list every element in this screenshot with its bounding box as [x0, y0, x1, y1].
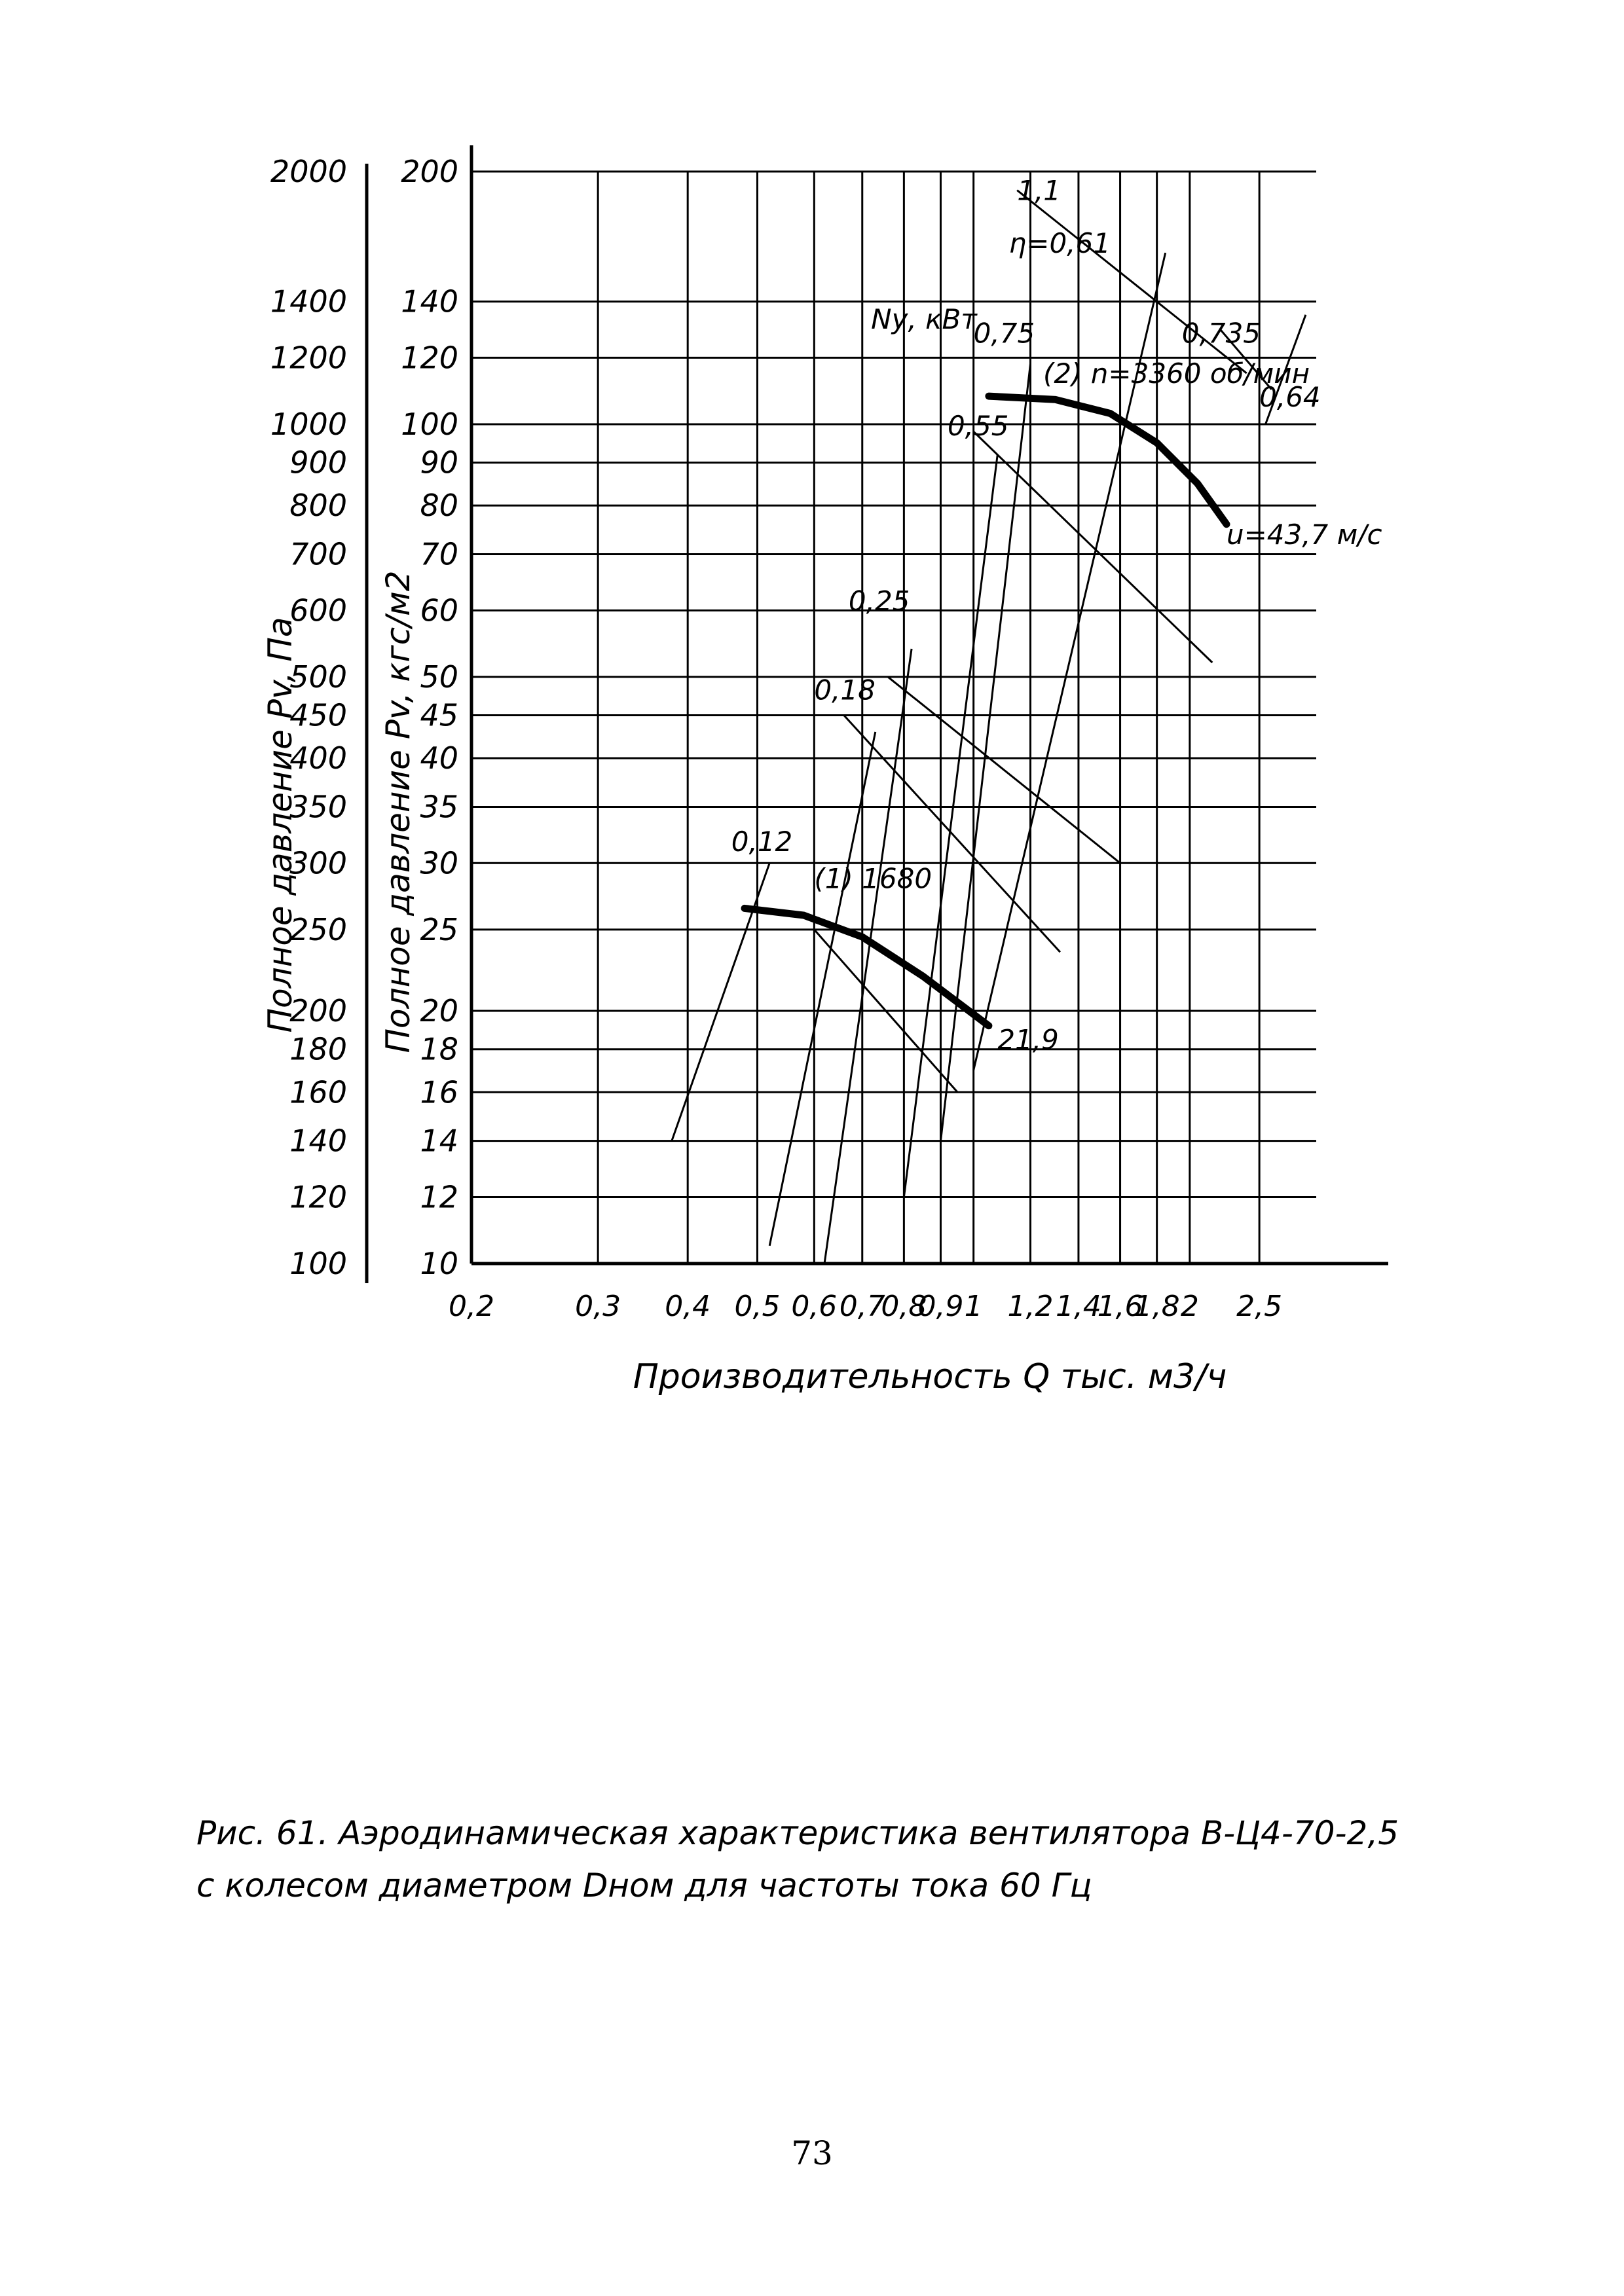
y-tick-label-kgf: 60	[420, 592, 458, 629]
x-tick-label: 1,4	[1055, 1290, 1101, 1323]
x-tick-label: 0,2	[449, 1290, 494, 1323]
chart-annotation: 0,12	[731, 826, 793, 858]
characteristic-lines	[672, 191, 1306, 1264]
x-axis-title: Производительность Q тыс. м3/ч	[633, 1357, 1227, 1396]
x-tick-label: 0,4	[665, 1290, 711, 1323]
y-tick-label-kgf: 10	[420, 1246, 458, 1281]
y-tick-label-kgf: 40	[420, 740, 458, 776]
chart-annotation: (2) n=3360 об/мин	[1043, 357, 1310, 390]
y-axis-title-kgf: Полное давление Pv, кгс/м2	[379, 570, 417, 1053]
y-tick-label-pa: 450	[289, 697, 347, 733]
y-tick-label-pa: 1000	[270, 406, 347, 442]
chart-annotation: u=43,7 м/с	[1226, 518, 1382, 551]
figure-caption	[196, 1807, 1506, 1912]
y-tick-label-pa: 100	[289, 1246, 347, 1281]
y-tick-label-pa: 700	[289, 536, 347, 572]
y-tick-label-pa: 120	[289, 1179, 347, 1215]
caption-line-2: с колесом диаметром Dном для частоты тока 60 Гц	[196, 1867, 1092, 1904]
y-tick-label-pa: 250	[289, 911, 347, 947]
y-tick-label-kgf: 50	[420, 659, 458, 695]
x-tick-label: 1,6	[1097, 1290, 1143, 1323]
page-number: 73	[791, 2134, 833, 2172]
chart-annotation: (1) 1680	[814, 862, 932, 895]
y-tick-label-pa: 140	[289, 1123, 347, 1159]
tick-labels	[261, 154, 1282, 1396]
x-tick-label: 1	[964, 1290, 983, 1323]
chart-annotation: 0,75	[973, 317, 1035, 350]
y-tick-label-kgf: 35	[420, 789, 458, 825]
x-tick-label: 0,9	[917, 1290, 964, 1323]
y-tick-label-kgf: 25	[420, 911, 458, 947]
x-tick-label: 0,6	[791, 1290, 838, 1323]
y-tick-label-kgf: 80	[420, 488, 458, 524]
chart-annotation: 1,1	[1017, 174, 1061, 207]
y-tick-label-kgf: 30	[420, 845, 458, 881]
y-tick-label-pa: 600	[289, 592, 347, 629]
efficiency-line	[844, 716, 1060, 953]
y-tick-label-pa: 350	[289, 789, 347, 825]
x-tick-label: 0,8	[881, 1290, 927, 1323]
y-tick-label-pa: 1200	[270, 340, 347, 376]
y-tick-label-pa: 2000	[270, 154, 347, 189]
y-tick-label-pa: 200	[289, 993, 347, 1029]
y-tick-label-kgf: 14	[420, 1123, 458, 1159]
x-tick-label: 0,5	[734, 1290, 781, 1323]
y-axis-title-pa: Полное давление Pv, Па	[261, 617, 299, 1033]
y-tick-label-kgf: 16	[420, 1074, 458, 1110]
x-tick-label: 0,3	[575, 1290, 621, 1323]
power-line	[769, 732, 876, 1246]
chart-annotation: 0,64	[1259, 380, 1321, 413]
chart-annotation: 0,25	[848, 585, 910, 617]
caption-line-1: Рис. 61. Аэродинамическая характеристика вентилятора В-Ц4-70-2,5	[196, 1814, 1399, 1852]
x-tick-label: 2,5	[1236, 1290, 1283, 1323]
x-tick-label: 2	[1180, 1290, 1199, 1323]
y-tick-label-pa: 300	[289, 845, 347, 881]
y-tick-label-kgf: 90	[420, 445, 458, 481]
y-tick-label-pa: 800	[289, 488, 347, 524]
y-tick-label-kgf: 12	[420, 1179, 458, 1215]
chart-annotation: 21,9	[997, 1023, 1059, 1056]
y-tick-label-pa: 900	[289, 445, 347, 481]
y-tick-label-kgf: 18	[420, 1031, 458, 1067]
y-tick-label-kgf: 200	[401, 154, 458, 189]
x-tick-label: 0,7	[839, 1290, 885, 1323]
y-tick-label-kgf: 70	[420, 536, 458, 572]
chart-annotation: Nу, кВт	[871, 302, 977, 335]
y-tick-label-kgf: 140	[401, 283, 458, 319]
chart-annotation: η=0,61	[1008, 227, 1111, 260]
y-tick-label-kgf: 120	[401, 340, 458, 376]
y-tick-label-kgf: 45	[420, 697, 458, 733]
power-line	[672, 863, 769, 1140]
y-tick-label-pa: 400	[289, 740, 347, 776]
y-tick-label-pa: 160	[289, 1074, 347, 1110]
y-tick-label-pa: 500	[289, 659, 347, 695]
efficiency-line	[888, 677, 1120, 863]
chart-annotation: 0,735	[1181, 317, 1261, 350]
y-tick-label-kgf: 100	[401, 406, 458, 442]
x-tick-label: 1,8	[1134, 1290, 1180, 1323]
y-tick-label-pa: 1400	[270, 283, 347, 319]
y-tick-label-pa: 180	[289, 1031, 347, 1067]
y-tick-label-kgf: 20	[420, 993, 458, 1029]
chart-annotation: 0,18	[814, 674, 876, 706]
chart-annotation: 0,55	[947, 409, 1009, 442]
x-tick-label: 1,2	[1007, 1290, 1054, 1323]
